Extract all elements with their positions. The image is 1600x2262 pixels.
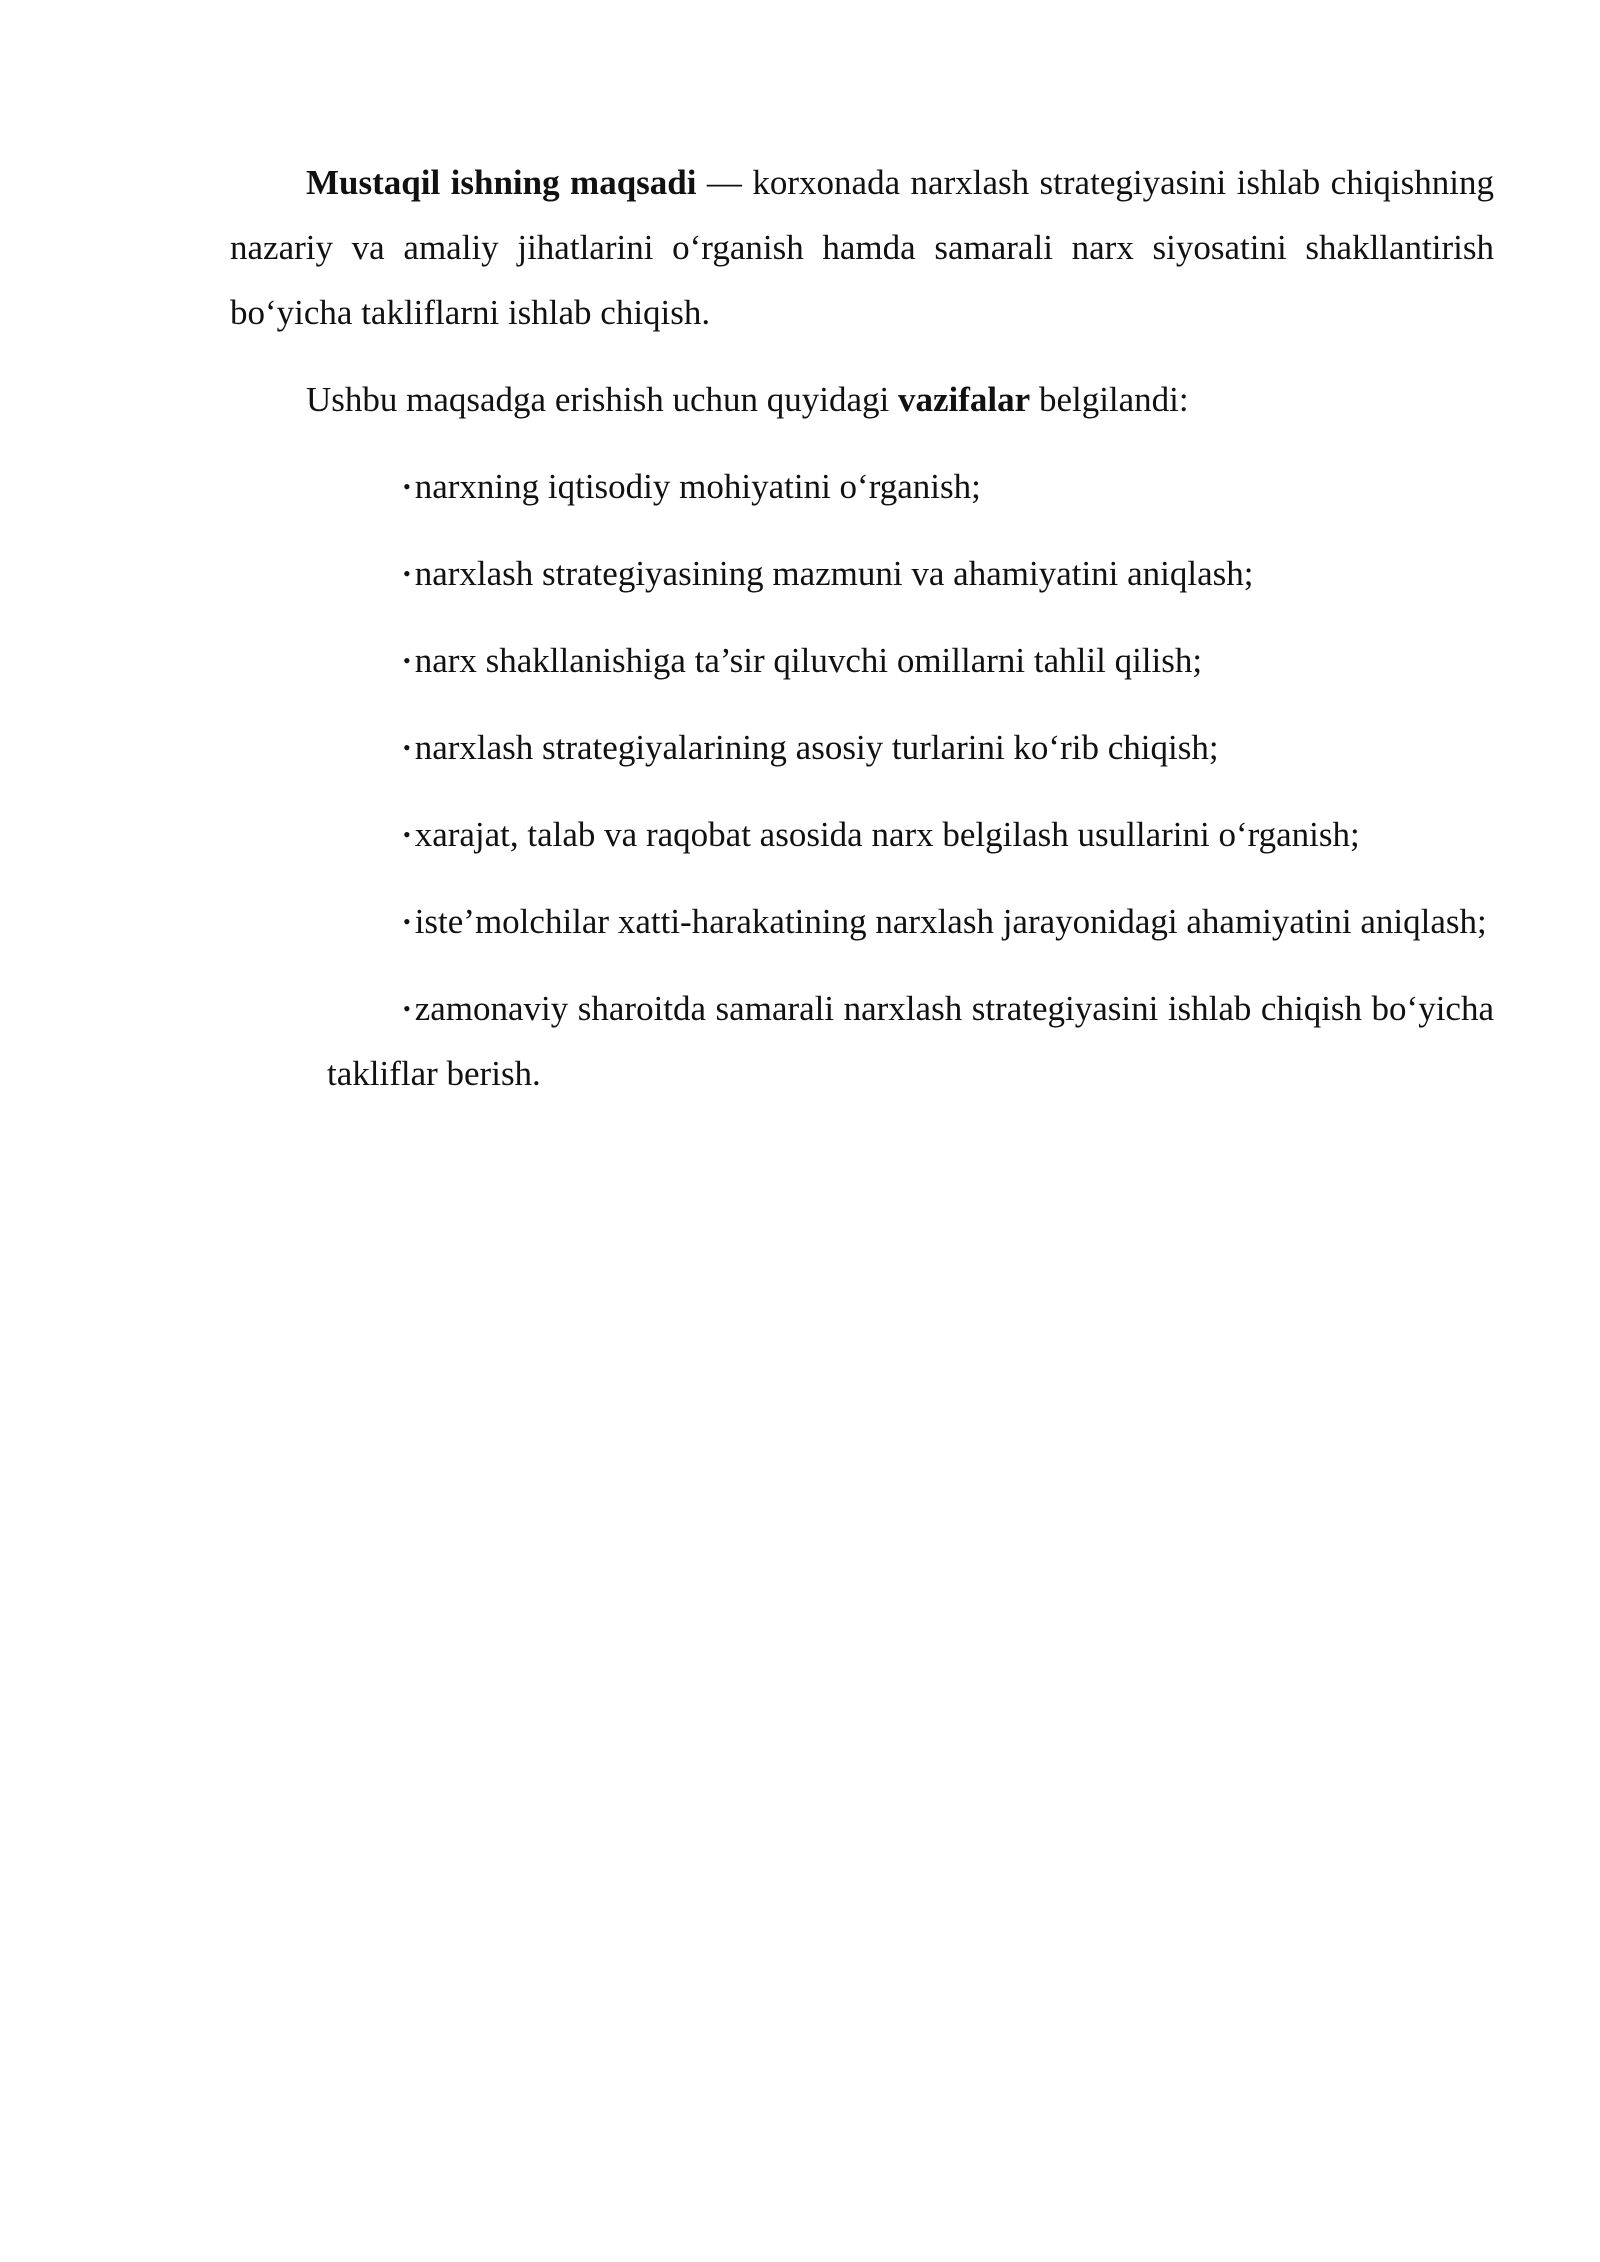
tasks-intro-paragraph [230,367,1494,432]
tasks-intro-before: Ushbu maqsadga erishish uchun quyidagi [306,380,898,419]
tasks-intro-after: belgilandi: [1030,380,1189,419]
task-text: zamonaviy sharoitda samarali narxlash strategiyasini ishlab chiqish bo‘yicha takliflar berish. [327,989,1494,1093]
list-item [327,628,1494,693]
task-text: narxlash strategiyalarining asosiy turlarini ko‘rib chiqish; [414,728,1219,767]
bullet-icon: • [403,735,411,760]
task-text: xarajat, talab va raqobat asosida narx belgilash usullarini o‘rganish; [414,815,1360,854]
document-page [230,150,1494,1128]
list-item [327,976,1494,1106]
list-item [327,454,1494,519]
list-item [327,889,1494,954]
list-item [327,715,1494,780]
goal-heading: Mustaqil ishning maqsadi [306,163,697,202]
goal-paragraph [230,150,1494,345]
list-item [327,541,1494,606]
bullet-icon: • [403,561,411,586]
bullet-icon: • [403,648,411,673]
task-text: iste’molchilar xatti-harakatining narxlash jarayonidagi ahamiyatini aniqlash; [414,902,1487,941]
task-list [230,454,1494,1106]
bullet-icon: • [403,474,411,499]
goal-text: korxonada narxlash strategiyasini ishlab chiqishning nazariy va amaliy jihatlarini o‘rganish hamda samarali narx siyosatini shakllantirish bo‘yicha takliflarni ishlab chiqish. [230,163,1494,332]
bullet-icon: • [403,909,411,934]
task-text: narx shakllanishiga ta’sir qiluvchi omillarni tahlil qilish; [414,641,1203,680]
bullet-icon: • [403,996,411,1021]
list-item [327,802,1494,867]
tasks-intro-bold: vazifalar [898,380,1031,419]
bullet-icon: • [403,822,411,847]
task-text: narxlash strategiyasining mazmuni va ahamiyatini aniqlash; [414,554,1254,593]
task-text: narxning iqtisodiy mohiyatini o‘rganish; [414,467,981,506]
goal-dash: — [696,163,753,202]
